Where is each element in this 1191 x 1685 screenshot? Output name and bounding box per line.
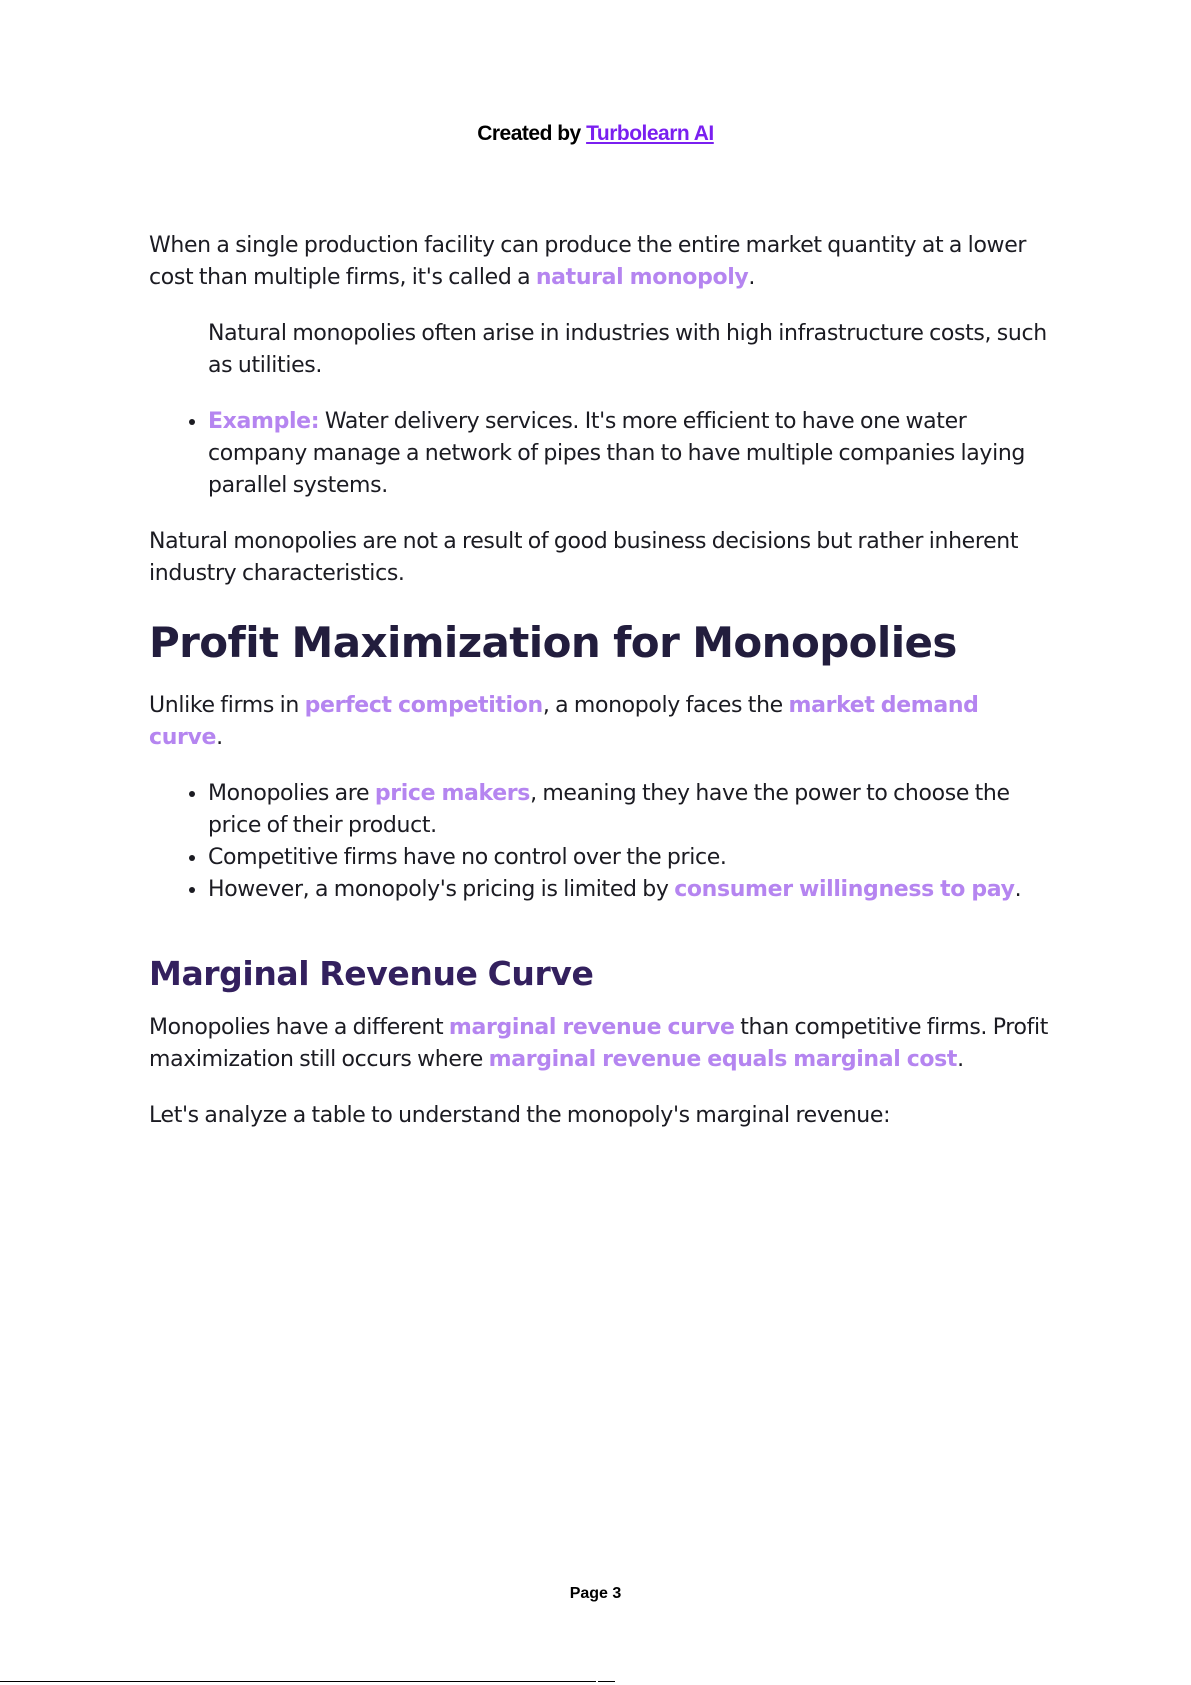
demand-curve-paragraph: Unlike firms in perfect competition, a monopoly faces the market demand curve. bbox=[149, 693, 979, 750]
list-item: • Example: Water delivery services. It's more efficient to have one water company manage a network of pipes than to have multiple companies laying parallel systems. bbox=[208, 406, 1049, 502]
term-mr-equals-mc: marginal revenue equals marginal cost bbox=[488, 1047, 958, 1072]
table-intro-paragraph: Let's analyze a table to understand the monopoly's marginal revenue: bbox=[149, 1103, 891, 1128]
term-perfect-competition: perfect competition bbox=[304, 693, 543, 718]
turbolearn-link[interactable]: Turbolearn AI bbox=[586, 122, 714, 145]
example-label: Example: bbox=[208, 409, 320, 434]
document-body bbox=[149, 230, 1049, 1156]
price-maker-list bbox=[149, 778, 1049, 906]
natural-monopoly-paragraph: Natural monopolies are not a result of good business decisions but rather inherent industry characteristics. bbox=[149, 529, 1019, 586]
page-number: Page 3 bbox=[569, 1585, 622, 1602]
intro-paragraph: When a single production facility can produce the entire market quantity at a lower cost than multiple firms, it's called a natural monopoly. bbox=[149, 233, 1027, 290]
header-prefix: Created by bbox=[477, 122, 581, 145]
page-header bbox=[0, 122, 1191, 146]
list-item: • Monopolies are price makers, meaning they have the power to choose the price of their product. bbox=[208, 778, 1049, 842]
section-heading-marginal-revenue: Marginal Revenue Curve bbox=[149, 954, 594, 993]
marginal-revenue-paragraph: Monopolies have a different marginal revenue curve than competitive firms. Profit maximization still occurs where marginal revenue equals marginal cost. bbox=[149, 1015, 1048, 1072]
bottom-divider bbox=[0, 1681, 596, 1682]
term-consumer-willingness: consumer willingness to pay bbox=[674, 877, 1015, 902]
term-marginal-revenue-curve: marginal revenue curve bbox=[448, 1015, 735, 1040]
list-item: • Competitive firms have no control over the price. bbox=[208, 842, 1049, 874]
list-item: • However, a monopoly's pricing is limited by consumer willingness to pay. bbox=[208, 874, 1049, 906]
indented-note: Natural monopolies often arise in industries with high infrastructure costs, such as utilities. bbox=[208, 321, 1047, 378]
example-list bbox=[149, 406, 1049, 502]
term-market-demand-curve: market demand curve bbox=[149, 693, 979, 750]
bottom-divider-short bbox=[598, 1681, 615, 1682]
term-natural-monopoly: natural monopoly bbox=[535, 265, 749, 290]
term-price-makers: price makers bbox=[374, 781, 531, 806]
section-heading-profit-maximization: Profit Maximization for Monopolies bbox=[149, 618, 957, 667]
